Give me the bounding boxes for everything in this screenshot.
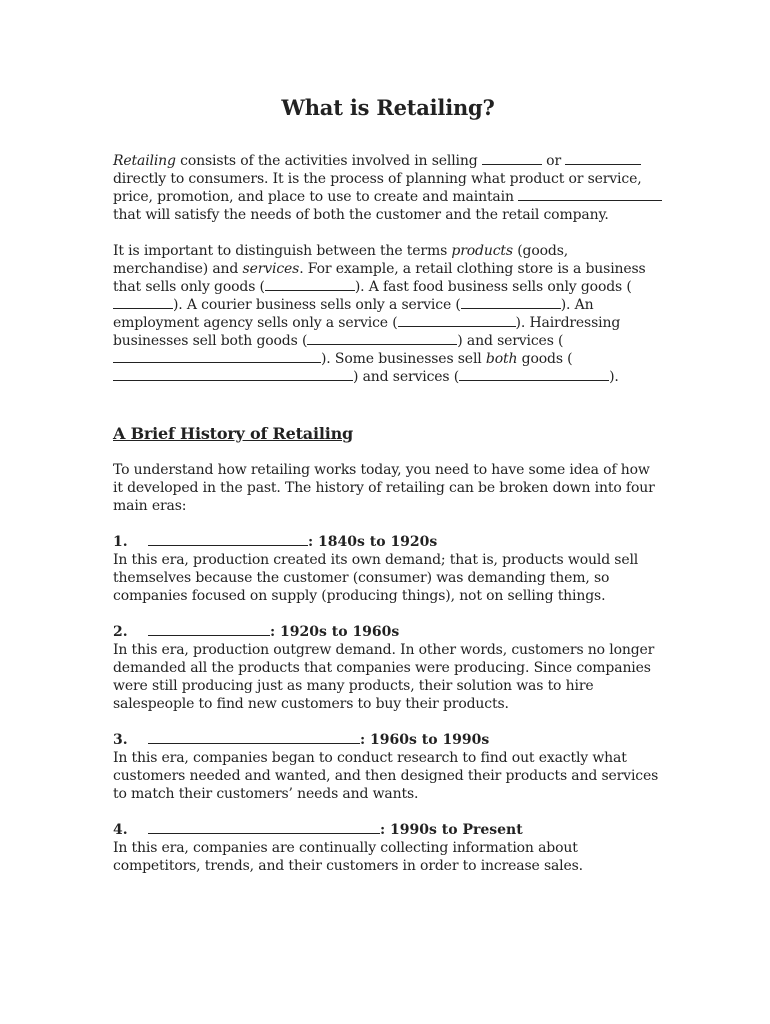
blank-hairdressing-goods[interactable] — [307, 332, 457, 345]
page-title: What is Retailing? — [281, 95, 495, 120]
era-blank[interactable] — [148, 821, 380, 834]
worksheet-page — [113, 95, 663, 875]
blank-both-services[interactable] — [459, 368, 609, 381]
blank-clothing-store[interactable] — [265, 278, 355, 291]
era-description: In this era, companies began to conduct research to find out exactly what customers needed and wanted, and then designed their products and services to match their customers’ needs and wants. — [113, 750, 659, 802]
era-heading: 1. : 1840s to 1920s — [113, 534, 438, 550]
era-heading: 4. : 1990s to Present — [113, 822, 523, 838]
era-description: In this era, production created its own demand; that is, products would sell themselves because the customer (consumer) was demanding them, so companies focused on supply (producing things), not on selling things. — [113, 552, 639, 604]
era-heading: 2. : 1920s to 1960s — [113, 624, 400, 640]
era-2 — [113, 623, 663, 713]
blank-both-goods[interactable] — [113, 368, 353, 381]
blank-fast-food[interactable] — [113, 296, 173, 309]
retailing-term: Retailing — [113, 153, 176, 169]
products-services-paragraph: It is important to distinguish between the terms products (goods, merchandise) and services. For example, a retail clothing store is a business that sells only goods ( ). A fast food business sells only goods (). A courier business sells only a service ( ). An employment agency sells only a service ( ). Hairdressing businesses sell both goods ( ) and services (). Some businesses sell both goods () and services ( ). — [113, 243, 646, 385]
history-intro: To understand how retailing works today, you need to have some idea of how it developed in the past. The history of retailing can be broken down into four main eras: — [113, 462, 655, 514]
era-4 — [113, 821, 663, 875]
blank-employment-agency[interactable] — [398, 314, 516, 327]
history-heading: A Brief History of Retailing — [113, 424, 354, 443]
blank-selling-2[interactable] — [565, 152, 641, 165]
blank-hairdressing-services[interactable] — [113, 350, 321, 363]
era-heading: 3. : 1960s to 1990s — [113, 732, 490, 748]
blank-maintain[interactable] — [518, 188, 662, 201]
blank-courier[interactable] — [461, 296, 561, 309]
blank-selling-1[interactable] — [482, 152, 542, 165]
era-description: In this era, production outgrew demand. In other words, customers no longer demanded all the products that companies were producing. Since companies were still producing just as many products, their solution was to hire salespeople to find new customers to buy their products. — [113, 642, 655, 712]
era-blank[interactable] — [148, 623, 270, 636]
intro-paragraph: Retailing consists of the activities involved in selling or directly to consumers. It is the process of planning what product or service, price, promotion, and place to use to create and maintain that will satisfy the needs of both the customer and the retail company. — [113, 152, 663, 224]
era-3 — [113, 731, 663, 803]
era-blank[interactable] — [148, 731, 360, 744]
era-blank[interactable] — [148, 533, 308, 546]
era-description: In this era, companies are continually collecting information about competitors, trends, and their customers in order to increase sales. — [113, 840, 583, 874]
era-1 — [113, 533, 663, 605]
